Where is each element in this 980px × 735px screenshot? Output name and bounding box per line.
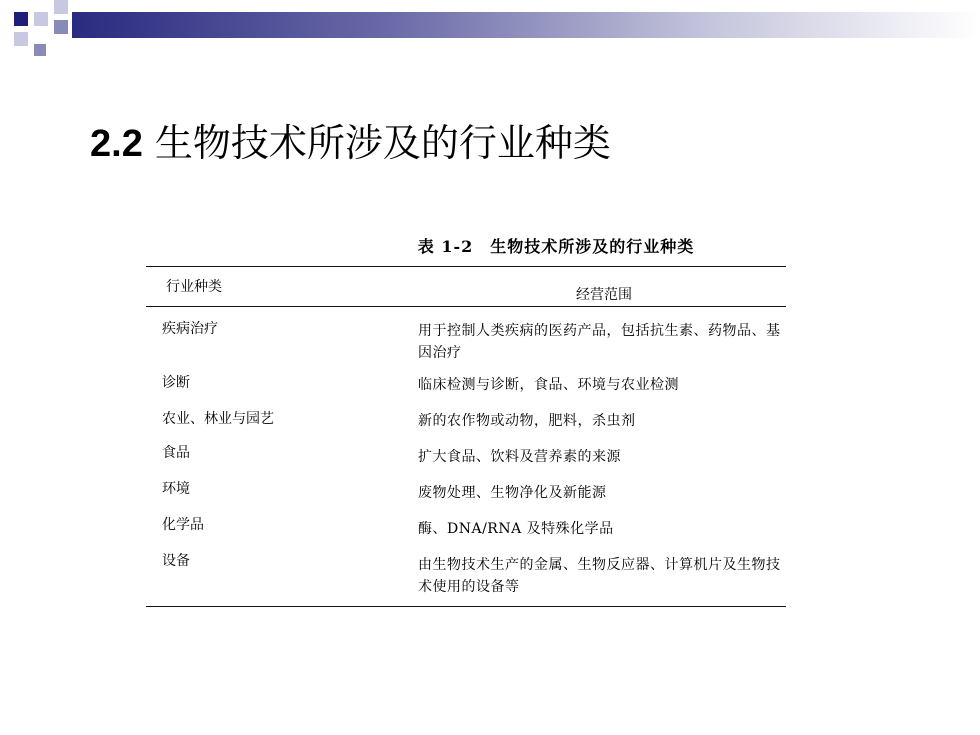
table-row-category: 化学品 (162, 517, 204, 533)
decor-square-dark (14, 12, 28, 26)
decor-square-mid (54, 20, 68, 34)
slide-decoration (0, 0, 980, 60)
decor-square-light (14, 32, 28, 46)
table-row-category: 农业、林业与园艺 (162, 411, 274, 427)
table-row-scope: 新的农作物或动物，肥料，杀虫剂 (418, 413, 636, 429)
page-title (90, 112, 611, 167)
table-row-scope: 扩大食品、饮料及营养素的来源 (418, 449, 621, 465)
table-row-category: 食品 (162, 445, 190, 461)
decor-square-light (34, 12, 48, 26)
table-row-category: 环境 (162, 481, 190, 497)
title-text: 生物技术所涉及的行业种类 (154, 121, 611, 165)
scanned-table (136, 226, 792, 626)
table-row-category: 设备 (162, 553, 190, 569)
decor-square-mid (34, 44, 46, 56)
header-scope: 经营范围 (576, 287, 632, 303)
table-row-category: 疾病治疗 (162, 321, 218, 337)
table-top-rule (146, 266, 786, 267)
header-category: 行业种类 (166, 279, 222, 295)
title-number: 2.2 (90, 123, 143, 165)
table-row-scope: 废物处理、生物净化及新能源 (418, 485, 607, 501)
decor-square-light (54, 0, 68, 14)
table-caption: 表 1-2 生物技术所涉及的行业种类 (417, 237, 695, 256)
table-row-scope: 用于控制人类疾病的医药产品，包括抗生素、药物品、基因治疗 (418, 323, 781, 361)
table-row-scope: 酶、DNA/RNA 及特殊化学品 (418, 521, 614, 537)
table-row-scope: 临床检测与诊断，食品、环境与农业检测 (418, 377, 679, 393)
table-row-scope: 由生物技术生产的金属、生物反应器、计算机片及生物技术使用的设备等 (418, 557, 781, 595)
table-row-category: 诊断 (162, 375, 190, 391)
title-gradient-bar (72, 12, 980, 38)
table-bottom-rule (146, 606, 786, 607)
table-header-rule (146, 306, 786, 307)
